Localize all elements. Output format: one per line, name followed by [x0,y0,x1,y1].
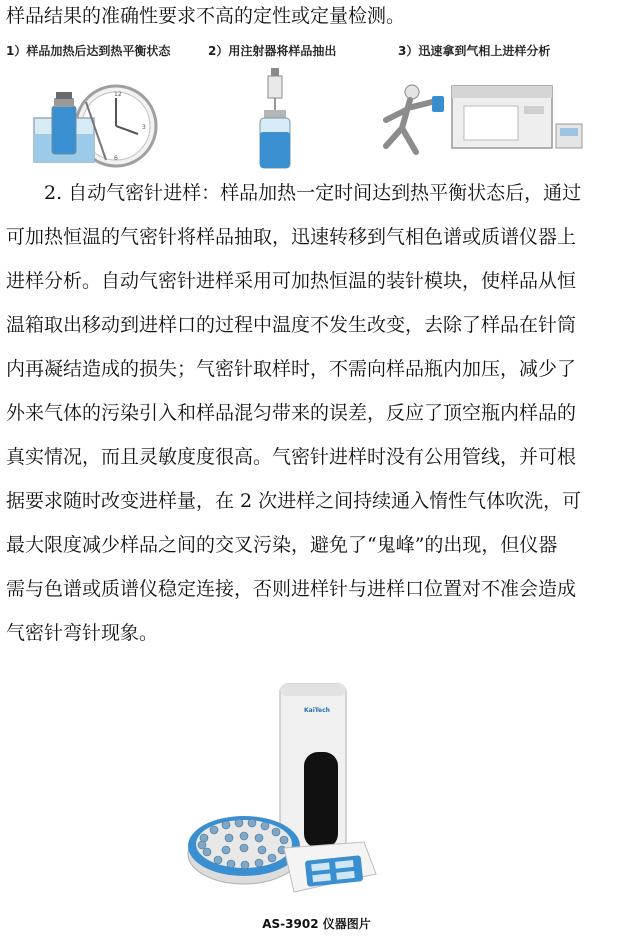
step-3-label: 3）迅速拿到气相上进样分析 [398,44,551,58]
runner-gc-instrument-icon [372,72,586,172]
step-1-label: 1）样品加热后达到热平衡状态 [6,44,171,58]
figure-caption: AS-3902 仪器图片 [262,917,371,931]
paragraph-line: 气密针弯针现象。 [6,622,159,644]
paragraph-line: 最大限度减少样品之间的交叉污染，避免了“鬼峰”的出现，但仪器 [6,534,558,556]
svg-text:12: 12 [114,91,122,98]
svg-text:6: 6 [114,155,118,162]
paragraph-line: 需与色谱或质谱仪稳定连接，否则进样针与进样口位置对不准会造成 [6,578,577,600]
heating-vial-clock-icon [30,72,160,172]
paragraph-line: 据要求随时改变进样量，在 2 次进样之间持续通入惰性气体吹洗，可 [6,490,582,512]
paragraph-line: 温箱取出移动到进样口的过程中温度不发生改变，去除了样品在针筒 [6,314,577,336]
step-2-label: 2）用注射器将样品抽出 [208,44,337,58]
paragraph-line: 真实情况，而且灵敏度度很高。气密针进样时没有公用管线，并可根 [6,446,577,468]
autosampler-device-image [184,678,384,906]
paragraph-line: 可加热恒温的气密针将样品抽取，迅速转移到气相色谱或质谱仪器上 [6,226,577,248]
paragraph-line: 内再凝结造成的损失；气密针取样时，不需向样品瓶内加压，减少了 [6,358,577,380]
paragraph-line: 2. 自动气密针进样：样品加热一定时间达到热平衡状态后，通过 [6,182,582,204]
paragraph-line: 外来气体的污染引入和样品混匀带来的误差，反应了顶空瓶内样品的 [6,402,577,424]
syringe-vial-icon [250,66,300,172]
intro-line: 样品结果的准确性要求不高的定性或定量检测。 [6,5,406,27]
headspace-steps-figure [0,42,633,172]
device-brand-label: KaiTech [304,707,330,714]
paragraph-line: 进样分析。自动气密针进样采用可加热恒温的装针模块，使样品从恒 [6,270,577,292]
svg-text:3: 3 [142,124,146,131]
